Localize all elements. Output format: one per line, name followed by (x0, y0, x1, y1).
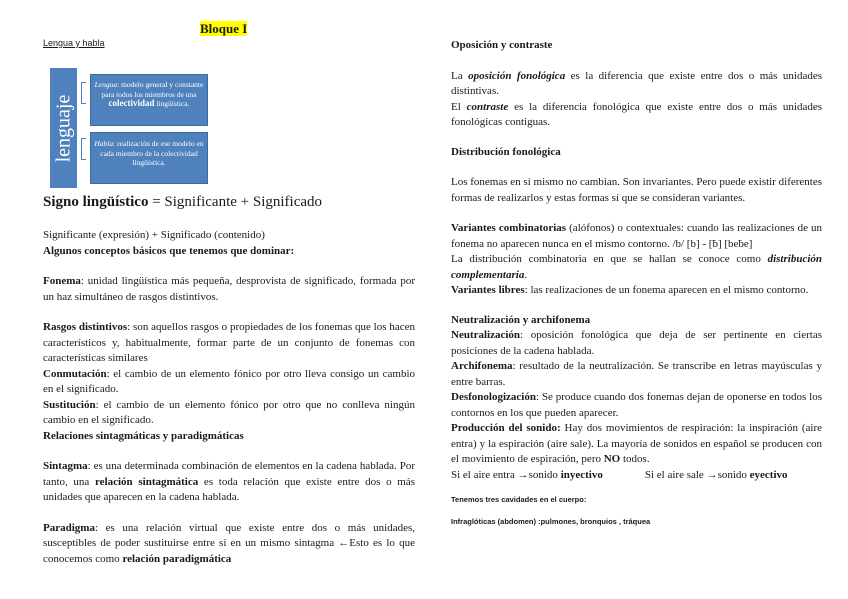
lengua-habla-diagram (50, 68, 215, 188)
right-body (451, 38, 822, 527)
signo-subline: Significante (expresión) + Significado (contenido) (43, 229, 265, 241)
cavidades-heading: Tenemos tres cavidades en el cuerpo: (451, 495, 587, 504)
relaciones-heading: Relaciones sintagmáticas y paradigmáticas (43, 429, 244, 442)
fonema-paragraph: Fonema: unidad lingüística más pequeña, desprovista de significado, formada por un haz simultáneo de rasgos distintivos. (43, 275, 415, 303)
diagram-root-label: lenguaje (52, 94, 74, 162)
signo-heading: Signo lingüístico = Significante + Significado (43, 194, 323, 210)
variantes-combinatorias-paragraph: Variantes combinatorias (alófonos) o contextuales: cuando las realizaciones de un fonema no aparecen nunca en el mismo contorno. /b/ [b] - [ƀ] [beƀe] (451, 222, 822, 250)
arrow-left-icon: ← (338, 537, 350, 549)
distribucion-complementaria-paragraph: La distribución combinatoria en que se hallan se conoce como distribución complementaria. (451, 253, 822, 281)
rasgos-paragraph: Rasgos distintivos: son aquellos rasgos o propiedades de los fonemas que los hacen característicos y, habitualmente, formar parte de un conjunto de fonemas con características similares (43, 321, 415, 364)
archifonema-paragraph: Archifonema: resultado de la neutralización. Se transcribe en letras mayúsculas y entre barras. (451, 360, 822, 388)
diagram-bracket-2 (81, 138, 86, 160)
distribucion-heading: Distribución fonológica (451, 145, 561, 158)
contraste-paragraph: El contraste es la diferencia fonológica que existe entre dos o más unidades fonológicas contiguas. (451, 100, 822, 128)
oposicion-paragraph: La oposición fonológica es la diferencia que existe entre dos o más unidades distintivas. (451, 69, 822, 97)
sustitucion-paragraph: Sustitución: el cambio de un elemento fónico por otro que no conlleva ningún cambio en el significado. (43, 398, 415, 426)
inyectivo-eyectivo-line: Si el aire entra →sonido inyectivo Si el aire sale →sonido eyectivo (451, 468, 788, 481)
conceptos-heading: Algunos conceptos básicos que tenemos que dominar: (43, 244, 295, 257)
distribucion-paragraph: Los fonemas en sí mismo no cambian. Son invariantes. Pero puede existir diferentes formas de realizarlos y estas formas sí que se consideran variantes. (451, 176, 822, 204)
diagram-lengua-box: Lengua: modelo general y constante para todos los miembros de una colectividad lingüística. (90, 74, 208, 126)
section-subtitle: Lengua y habla (43, 38, 105, 48)
left-body (43, 228, 415, 567)
neutralizacion-heading: Neutralización y archifonema (451, 313, 591, 326)
desfonologizacion-paragraph: Desfonologización: Se produce cuando dos fonemas dejan de oponerse en todos los contornos en los que pueden aparecer. (451, 391, 822, 419)
diagram-root-box (50, 68, 77, 188)
diagram-habla-box: Habla: realización de ese modelo en cada miembro de la colectividad lingüística. (90, 132, 208, 184)
page-title: Bloque I (200, 21, 248, 36)
infragloticas-line: Infraglóticas (abdomen) :pulmones, bronquios , tráquea (451, 517, 651, 526)
oposicion-heading: Oposición y contraste (451, 39, 553, 51)
variantes-libres-paragraph: Variantes libres: las realizaciones de un fonema aparecen en el mismo contorno. (451, 284, 809, 296)
produccion-paragraph: Producción del sonido: Hay dos movimientos de respiración: la inspiración (aire entra) y la espiración (aire sale). La mayoría de sonidos en español se producen con el movimiento de espiración, pero NO todos. (451, 422, 822, 465)
conmutacion-paragraph: Conmutación: el cambio de un elemento fónico por otro lleva consigo un cambio en el significado. (43, 367, 415, 395)
neutralizacion-paragraph: Neutralización: oposición fonológica que deja de ser pertinente en ciertas posiciones de la cadena hablada. (451, 329, 822, 357)
arrow-right-icon: → (517, 468, 529, 481)
sintagma-paragraph: Sintagma: es una determinada combinación de elementos en la cadena hablada. Por tanto, una relación sintagmática es toda relación que existe entre dos o más unidades que aparecen en la cadena hablada. (43, 460, 415, 503)
arrow-right-icon: → (706, 468, 718, 481)
diagram-bracket-1 (81, 82, 86, 104)
paradigma-paragraph: Paradigma: es una relación virtual que existe entre dos o más unidades, susceptibles de poder sustituirse entre sí en un mismo sintagma ←Esto es lo que conocemos como relación paradigmática (43, 521, 415, 565)
